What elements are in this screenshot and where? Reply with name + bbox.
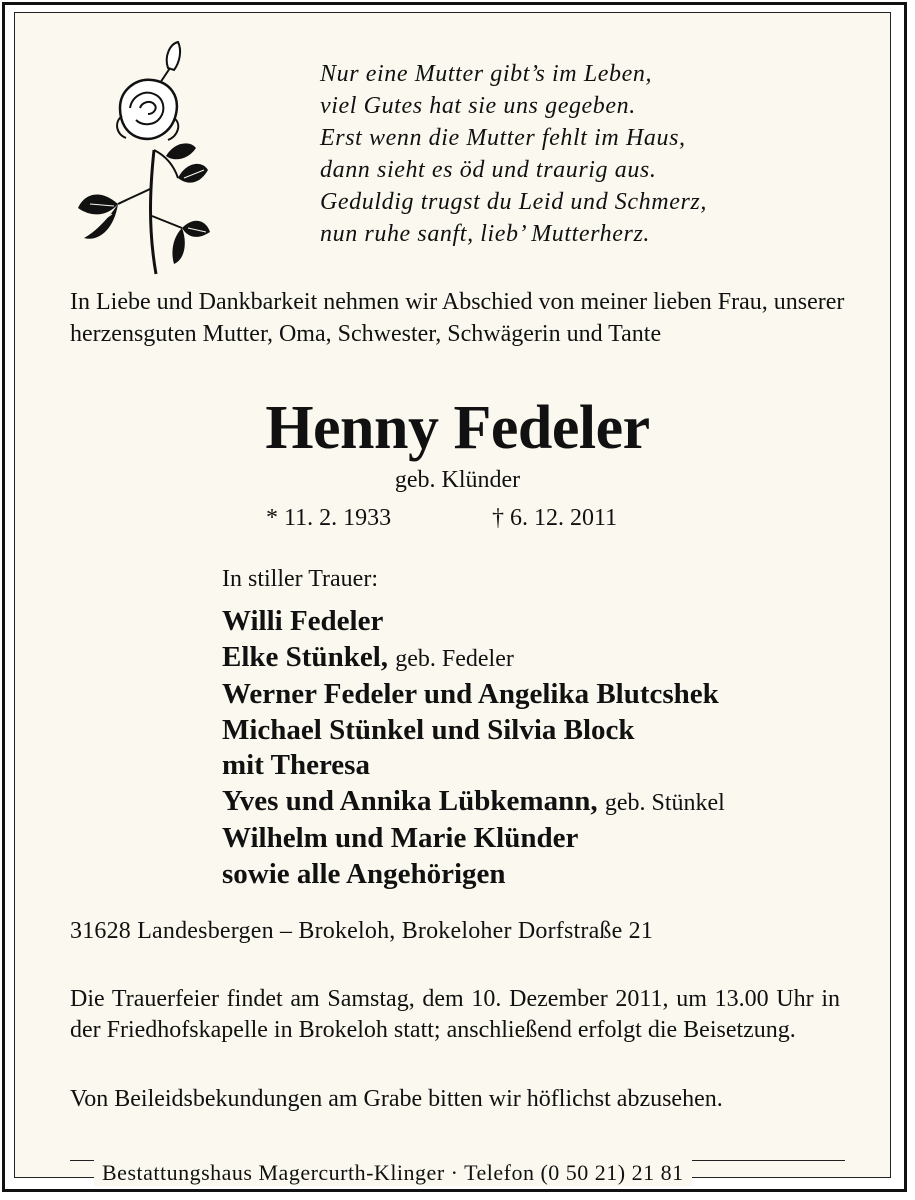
mourner-entry: [222, 677, 725, 713]
funeral-home-footer: Bestattungshaus Magercurth-Klinger · Telefon (0 50 21) 21 81: [94, 1160, 692, 1186]
deceased-name: Henny Fedeler: [265, 394, 650, 462]
mourning-label: In stiller Trauer:: [222, 566, 378, 592]
mourner-name: Werner Fedeler und Angelika Blutcshek: [222, 678, 719, 710]
mourner-entry: [222, 857, 725, 893]
mourner-name: Yves und Annika Lübkemann,: [222, 784, 598, 817]
mourner-name: Wilhelm und Marie Klünder: [222, 822, 579, 854]
poem-line: viel Gutes hat sie uns gegeben.: [320, 93, 636, 119]
poem-line: Erst wenn die Mutter fehlt im Haus,: [320, 125, 686, 151]
mourner-entry: [222, 713, 725, 749]
mourner-name: Elke Stünkel,: [222, 640, 388, 673]
condolence-note: Von Beileidsbekundungen am Grabe bitten wir höflichst abzusehen.: [70, 1086, 723, 1112]
mourner-entry: [222, 748, 725, 784]
mourner-entry: [222, 640, 725, 678]
address: 31628 Landesbergen – Brokeloh, Brokeloher Dorfstraße 21: [70, 918, 654, 944]
mourner-name: Michael Stünkel und Silvia Block: [222, 713, 635, 746]
mourner-name: mit Theresa: [222, 749, 370, 781]
maiden-name: geb. Klünder: [394, 467, 521, 493]
poem-line: Nur eine Mutter gibt’s im Leben,: [320, 61, 653, 87]
mourner-entry: [222, 784, 725, 822]
mourner-suffix: geb. Stünkel: [604, 789, 725, 816]
birth-date: * 11. 2. 1933: [266, 505, 392, 531]
mourner-name: sowie alle Angehörigen: [222, 857, 506, 890]
poem-line: Geduldig trugst du Leid und Schmerz,: [320, 189, 707, 215]
mourner-suffix: geb. Fedeler: [395, 645, 514, 672]
intro-text: In Liebe und Dankbarkeit nehmen wir Abschied von meiner lieben Frau, unserer herzensguten Mutter, Oma, Schwester, Schwägerin und Tante: [70, 289, 845, 347]
poem-line: nun ruhe sanft, lieb’ Mutterherz.: [320, 221, 651, 247]
rose-icon: [70, 38, 210, 278]
mourner-entry: [222, 604, 725, 640]
mourner-name: Willi Fedeler: [222, 605, 384, 637]
service-info: Die Trauerfeier findet am Samstag, dem 10. Dezember 2011, um 13.00 Uhr in der Friedhofskapelle in Brokeloh statt; anschließend erfolgt die Beisetzung.: [70, 986, 840, 1043]
poem-line: dann sieht es öd und traurig aus.: [320, 157, 657, 183]
death-date: † 6. 12. 2011: [492, 505, 618, 531]
mourner-entry: [222, 821, 725, 857]
mourners-list: [222, 604, 725, 892]
maiden-name-row: [0, 467, 915, 494]
poem: [320, 58, 707, 250]
